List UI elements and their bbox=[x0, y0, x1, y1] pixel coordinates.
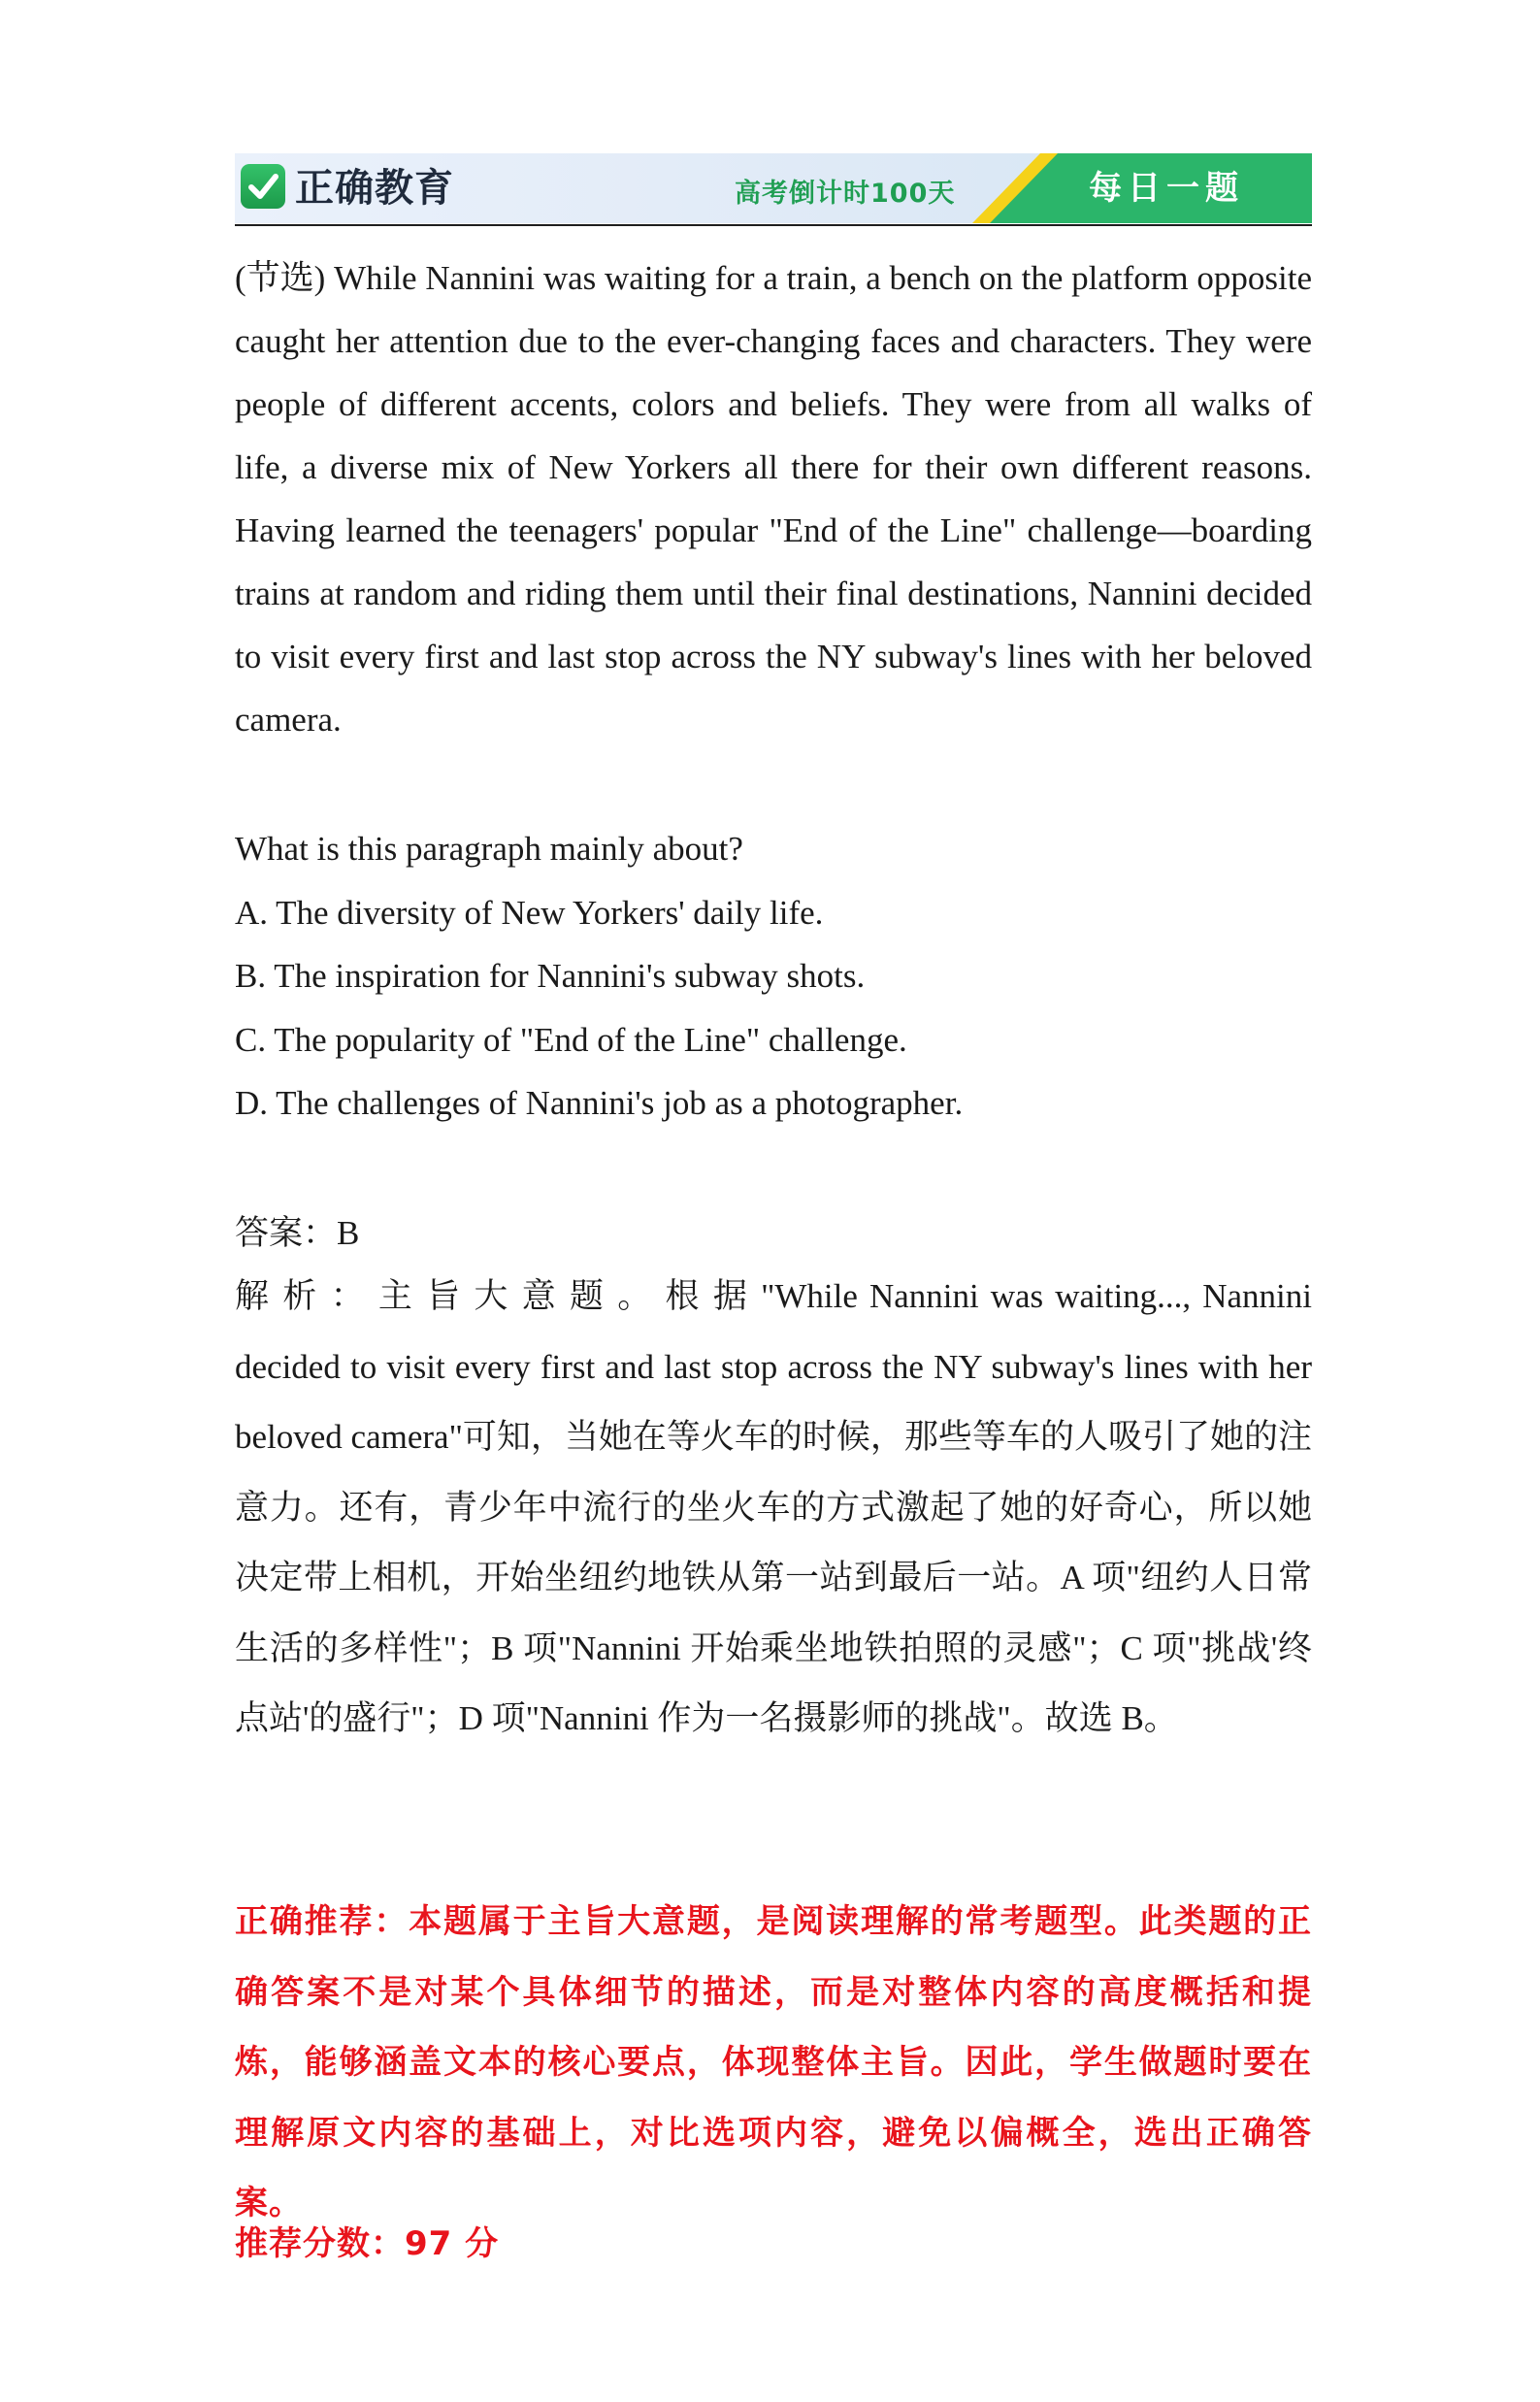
question-block bbox=[235, 817, 1312, 1135]
header-divider bbox=[235, 224, 1312, 226]
brand-name: 正确教育 bbox=[295, 166, 454, 211]
answer-line: 答案：B bbox=[235, 1214, 360, 1252]
question-prompt: What is this paragraph mainly about? bbox=[235, 830, 743, 868]
analysis-block bbox=[235, 1262, 1312, 1755]
daily-question-label: 每日一题 bbox=[1089, 169, 1244, 208]
option-a: A. The diversity of New Yorkers' daily life. bbox=[235, 893, 824, 932]
option-c: C. The popularity of "End of the Line" challenge. bbox=[235, 1020, 907, 1059]
countdown-label: 高考倒计时100天 bbox=[735, 179, 956, 209]
recommendation-text: 正确推荐：本题属于主旨大意题，是阅读理解的常考题型。此类题的正确答案不是对某个具体细节的描述，而是对整体内容的高度概括和提炼，能够涵盖文本的核心要点，体现整体主旨。因此，学生做题时要在理解原文内容的基础上，对比选项内容，避免以偏概全，选出正确答案。 bbox=[235, 1902, 1312, 2222]
recommend-score: 推荐分数：97 分 bbox=[235, 2224, 500, 2263]
reading-passage bbox=[235, 247, 1312, 751]
option-d: D. The challenges of Nannini's job as a photographer. bbox=[235, 1084, 964, 1122]
analysis-lead: 解析：主旨大意题。根据 bbox=[235, 1277, 762, 1315]
check-logo-icon bbox=[241, 164, 285, 209]
option-b: B. The inspiration for Nannini's subway shots. bbox=[235, 957, 866, 995]
analysis-text: "While Nannini was waiting..., Nannini decided to visit every first and last stop across the NY subway's lines with her beloved camera"可知，当她在等火车的时候，那些等车的人吸引了她的注意力。还有，青少年中流行的坐火车的方式激起了她的好奇心，所以她决定带上相机，开始坐纽约地铁从第一站到最后一站。A 项"纽约人日常生活的多样性"；B 项"Nannini 开始乘坐地铁拍照的灵感"；C 项"挑战'终点站'的盛行"；D 项"Nannini 作为一名摄影师的挑战"。故选 B。 bbox=[235, 1277, 1312, 1737]
header-banner bbox=[235, 153, 1312, 223]
passage-text: (节选) While Nannini was waiting for a train, a bench on the platform opposite caught her attention due to the ever-changing faces and characters. They were people of different accents, colors and beliefs. They were from all walks of life, a diverse mix of New Yorkers all there for their own different reasons. Having learned the teenagers' popular "End of the Line" challenge—boarding trains at random and riding them until their final destinations, Nannini decided to visit every first and last stop across the NY subway's lines with her beloved camera. bbox=[235, 259, 1312, 739]
